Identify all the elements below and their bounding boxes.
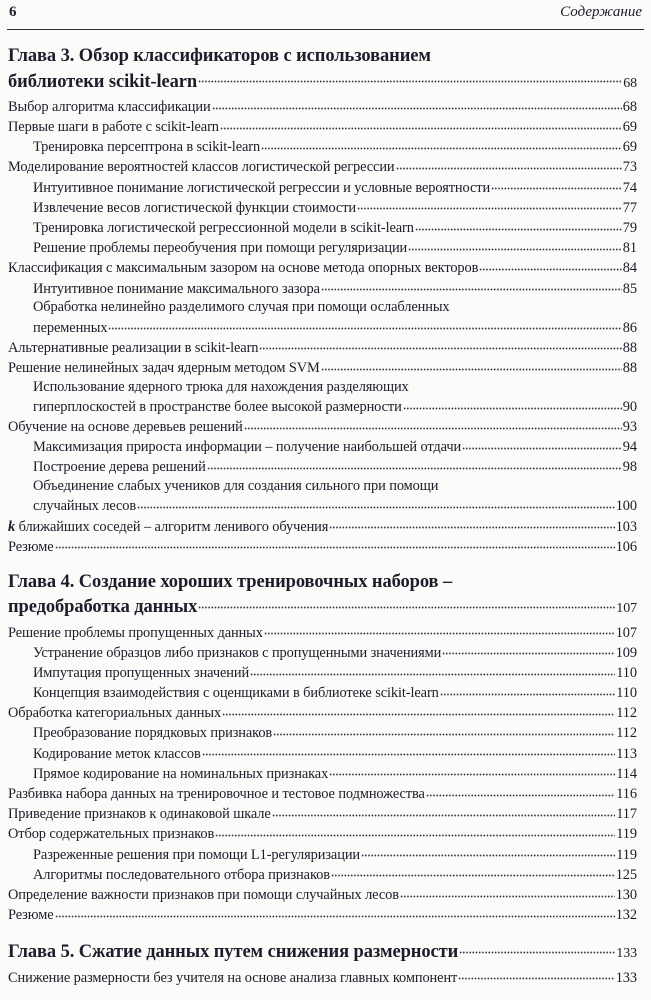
entry-page-number: 90 [622,398,637,415]
entry-page-number: 112 [616,705,637,722]
entry-page-number: 116 [616,786,637,803]
dot-leader [108,317,621,331]
entry-title-row [33,397,637,417]
dot-leader [220,117,622,131]
dot-leader [321,278,622,292]
toc-subsection-entry[interactable] [8,723,637,743]
entry-title: Кодирование меток классов [33,745,201,762]
entry-page-number: 110 [616,664,637,681]
toc-subsection-entry[interactable] [8,278,637,298]
chapter-title-row [8,594,637,621]
entry-page-number: 103 [615,518,637,535]
entry-title-rest: ближайших соседей – алгоритм ленивого обучения [15,518,329,535]
dot-leader [329,516,614,530]
toc-subsection-entry[interactable] [8,298,637,337]
toc-section-entry[interactable] [8,97,637,117]
toc-subsection-entry[interactable] [8,177,637,197]
entry-title-line1: Обработка нелинейно разделимого случая при помощи ослабленных [33,299,450,316]
dot-leader [244,417,622,431]
entry-title: Максимизация прироста информации – получение наибольшей отдачи [33,439,462,456]
entry-page-number: 112 [616,725,637,742]
entry-page-number: 93 [622,419,637,436]
dot-leader [215,824,615,838]
entry-title: Импутация пропущенных значений [33,664,250,681]
entry-title: Решение нелинейных задач ядерным методом SVM [8,359,320,376]
dot-leader [222,703,615,717]
dot-leader [491,177,622,191]
entry-title: Классификация с максимальным зазором на основе метода опорных векторов [8,260,479,277]
entry-page-number: 113 [616,745,637,762]
dot-leader [321,358,622,372]
entry-title: Тренировка персептрона в scikit-learn [33,139,261,156]
entry-page-number: 117 [616,806,637,823]
chapter-page-number: 107 [616,601,637,617]
entry-title: Определение важности признаков при помощи случайных лесов [8,886,399,903]
toc-subsection-entry[interactable] [8,378,637,417]
entry-title-row [33,317,637,337]
chapter-title-row [8,939,637,966]
entry-title: Решение проблемы пропущенных данных [8,624,263,641]
toc-section-entry[interactable] [8,824,637,844]
toc-section-entry[interactable] [8,703,637,723]
running-head [9,4,642,26]
entry-title: Интуитивное понимание максимального зазора [33,280,320,297]
entry-page-number: 94 [622,439,637,456]
toc-subsection-entry[interactable] [8,437,637,457]
entry-title: Устранение образцов либо признаков с пропущенными значениями [33,644,442,661]
toc-subsection-entry[interactable] [8,137,637,157]
entry-page-number: 69 [622,119,637,136]
entry-title: Тренировка логистической регрессионной модели в scikit-learn [33,220,414,237]
entry-page-number: 88 [622,359,637,376]
dot-leader [426,784,616,798]
entry-title: Обучение на основе деревьев решений [8,419,243,436]
entry-page-number: 79 [622,220,637,237]
toc-section-entry[interactable] [8,784,637,804]
entry-title-line2: гиперплоскостей в пространстве более высокой размерности [33,398,402,415]
dot-leader [458,967,614,981]
entry-page-number: 81 [622,240,637,257]
entry-page-number: 69 [622,139,637,156]
entry-page-number: 68 [622,98,637,115]
chapter-title-line1: Глава 4. Создание хороших тренировочных наборов – [8,571,453,592]
toc-section-entry[interactable] [8,967,637,987]
entry-title: Резюме [8,907,54,924]
toc-subsection-entry[interactable] [8,197,637,217]
entry-page-number: 114 [616,765,637,782]
dot-leader [272,804,616,818]
entry-title: Приведение признаков к одинаковой шкале [8,806,271,823]
entry-page-number: 106 [615,538,637,555]
toc-section-entry[interactable] [8,536,637,556]
entry-page-number: 88 [622,339,637,356]
entry-page-number: 85 [622,280,637,297]
entry-page-number: 74 [622,179,637,196]
dot-leader [357,197,622,211]
entry-title: Выбор алгоритма классификации [8,98,211,115]
entry-page-number: 100 [615,498,637,515]
chapter-title-line2: библиотеки scikit-learn [8,71,198,92]
toc-subsection-entry[interactable] [8,844,637,864]
dot-leader [400,885,615,899]
toc-subsection-entry[interactable] [8,663,637,683]
entry-page-number: 77 [622,199,637,216]
dot-leader [250,663,615,677]
chapter-heading[interactable] [8,939,637,966]
entry-title-line2: переменных [33,319,108,336]
entry-title: Прямое кодирование на номинальных признаках [33,765,329,782]
entry-page-number: 73 [622,159,637,176]
entry-title: Преобразование порядковых признаков [33,725,273,742]
toc-section-entry[interactable] [8,885,637,905]
chapter-title-line1: Глава 3. Обзор классификаторов с использованием [8,46,431,66]
entry-page-number: 98 [622,459,637,476]
toc-subsection-entry[interactable] [8,864,637,884]
entry-title: Альтернативные реализации в scikit-learn [8,339,259,356]
entry-page-number: 119 [616,846,637,863]
entry-page-number: 110 [616,685,637,702]
entry-title [8,518,328,537]
entry-page-number: 84 [622,260,637,277]
entry-title: Резюме [8,538,54,555]
toc-section-entry[interactable] [8,516,637,536]
chapter-spacer [8,925,637,939]
toc-section-entry[interactable] [8,258,637,278]
dot-leader [198,68,622,87]
entry-title-line2: случайных лесов [33,498,137,515]
entry-title: Обработка категориальных данных [8,705,222,722]
chapter-heading[interactable] [8,45,637,95]
chapter-heading[interactable] [8,571,637,621]
toc-section-entry[interactable] [8,337,637,357]
dot-leader [361,844,615,858]
dot-leader [259,337,621,351]
toc-section-entry[interactable] [8,157,637,177]
chapter-title-line2: предобработка данных [8,597,198,618]
entry-title: Алгоритмы последовательного отбора признаков [33,866,330,883]
dot-leader [261,137,622,151]
dot-leader [415,218,622,232]
entry-page-number: 132 [615,907,637,924]
entry-page-number: 109 [615,644,637,661]
entry-title: Интуитивное понимание логистической регрессии и условные вероятности [33,179,491,196]
toc-section-entry[interactable] [8,622,637,642]
entry-title: Разбивка набора данных на тренировочное и тестовое подмножества [8,786,425,803]
entry-title: Концепция взаимодействия с оценщиками в библиотеке scikit-learn [33,685,439,702]
dot-leader [55,536,615,550]
dot-leader [462,437,622,451]
toc-subsection-entry[interactable] [8,743,637,763]
entry-page-number: 86 [622,319,637,336]
entry-page-number: 130 [615,886,637,903]
toc-subsection-entry[interactable] [8,457,637,477]
page-number: 6 [9,4,17,20]
dot-leader [479,258,621,272]
entry-title: Решение проблемы переобучения при помощи регуляризации [33,240,408,257]
toc-subsection-entry[interactable] [8,763,637,783]
chapter-page-number: 68 [623,75,637,91]
toc-subsection-entry[interactable] [8,683,637,703]
entry-title: Снижение размерности без учителя на основе анализа главных компонент [8,969,458,986]
dot-leader [442,642,614,656]
toc-section-entry[interactable] [8,804,637,824]
entry-page-number: 125 [615,866,637,883]
dot-leader [408,238,622,252]
entry-title-row [33,496,637,516]
entry-title-k: k [8,518,16,535]
dot-leader [396,157,622,171]
dot-leader [440,683,615,697]
entry-title-line1: Объединение слабых учеников для создания сильного при помощи [33,478,439,495]
entry-title: Моделирование вероятностей классов логистической регрессии [8,159,395,176]
entry-title: Построение дерева решений [33,459,206,476]
dot-leader [264,622,615,636]
chapter-spacer [8,557,637,571]
section-title: Содержание [560,4,642,20]
header-rule [7,29,644,30]
dot-leader [212,97,622,111]
entry-page-number: 133 [615,969,637,986]
dot-leader [198,594,615,613]
entry-title-line1: Использование ядерного трюка для нахождения разделяющих [33,378,409,395]
toc-subsection-entry[interactable] [8,477,637,516]
dot-leader [137,496,615,510]
entry-title: Извлечение весов логистической функции стоимости [33,199,356,216]
dot-leader [202,743,616,757]
entry-page-number: 119 [616,826,637,843]
entry-title: Отбор содержательных признаков [8,826,215,843]
dot-leader [403,397,622,411]
toc-section-entry[interactable] [8,905,637,925]
dot-leader [207,457,622,471]
dot-leader [329,763,615,777]
entry-title: Разреженные решения при помощи L1-регуляризации [33,846,361,863]
toc-subsection-entry[interactable] [8,218,637,238]
dot-leader [459,939,615,958]
table-of-contents [8,45,637,988]
chapter-title-row [8,68,637,95]
toc-section-entry[interactable] [8,117,637,137]
toc-subsection-entry[interactable] [8,238,637,258]
chapter-title-line2: Глава 5. Сжатие данных путем снижения размерности [8,942,459,963]
toc-section-entry[interactable] [8,358,637,378]
dot-leader [331,864,615,878]
entry-title: Первые шаги в работе с scikit-learn [8,119,219,136]
toc-subsection-entry[interactable] [8,642,637,662]
chapter-page-number: 133 [616,946,637,962]
toc-section-entry[interactable] [8,417,637,437]
dot-leader [273,723,615,737]
dot-leader [55,905,615,919]
entry-page-number: 107 [615,624,637,641]
